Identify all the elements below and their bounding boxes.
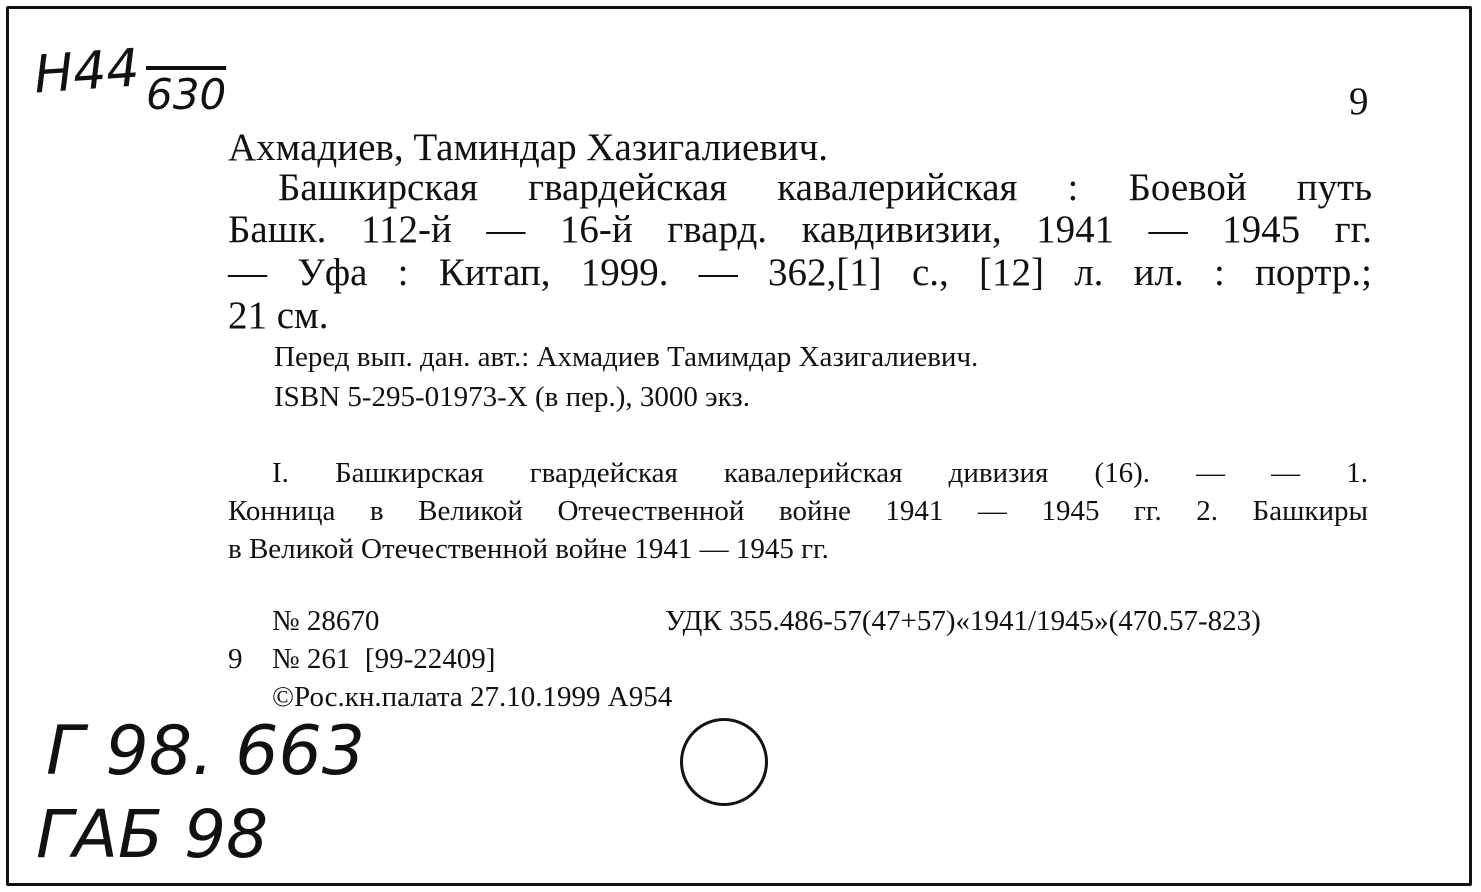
title-line-4: 21 см. [228, 294, 329, 337]
copyright-line: ©Рос.кн.палата 27.10.1999 А954 [272, 681, 673, 713]
row-prefix: 9 [228, 643, 243, 675]
subject-line-2: Конница в Великой Отечественной войне 1941 — 1945 гг. 2. Башкиры [228, 495, 1368, 527]
note-isbn: ISBN 5-295-01973-X (в пер.), 3000 экз. [274, 381, 750, 413]
note-author-info: Перед вып. дан. авт.: Ахмадиев Тамимдар Хазигалиевич. [274, 341, 979, 373]
subject-line-3: в Великой Отечественной войне 1941 — 1945 гг. [228, 533, 829, 565]
title-line-2: Башк. 112-й — 16-й гвард. кавдивизии, 1941 — 1945 гг. [228, 208, 1372, 251]
record-number-2: № 261 [99-22409] [272, 643, 496, 675]
author-heading: Ахмадиев, Таминдар Хазигалиевич. [228, 126, 829, 169]
record-number-1: № 28670 [272, 605, 380, 637]
title-line-1: Башкирская гвардейская кавалерийская : Боевой путь [278, 166, 1372, 209]
handwritten-code-bottom-1: Г 98. 663 [46, 712, 366, 791]
handwritten-code-top: Н44 [32, 38, 142, 106]
handwritten-code-bottom-2: ГАБ 98 [36, 796, 269, 873]
punch-hole-circle [680, 718, 768, 806]
handwritten-fraction-top: 630 [146, 70, 227, 119]
udk-code: УДК 355.486-57(47+57)«1941/1945»(470.57-823) [665, 605, 1261, 637]
subject-line-1: I. Башкирская гвардейская кавалерийская дивизия (16). — — 1. [272, 457, 1368, 489]
title-line-3: — Уфа : Китап, 1999. — 362,[1] с., [12] л. ил. : портр.; [228, 251, 1372, 294]
card-number: 9 [1349, 80, 1369, 123]
